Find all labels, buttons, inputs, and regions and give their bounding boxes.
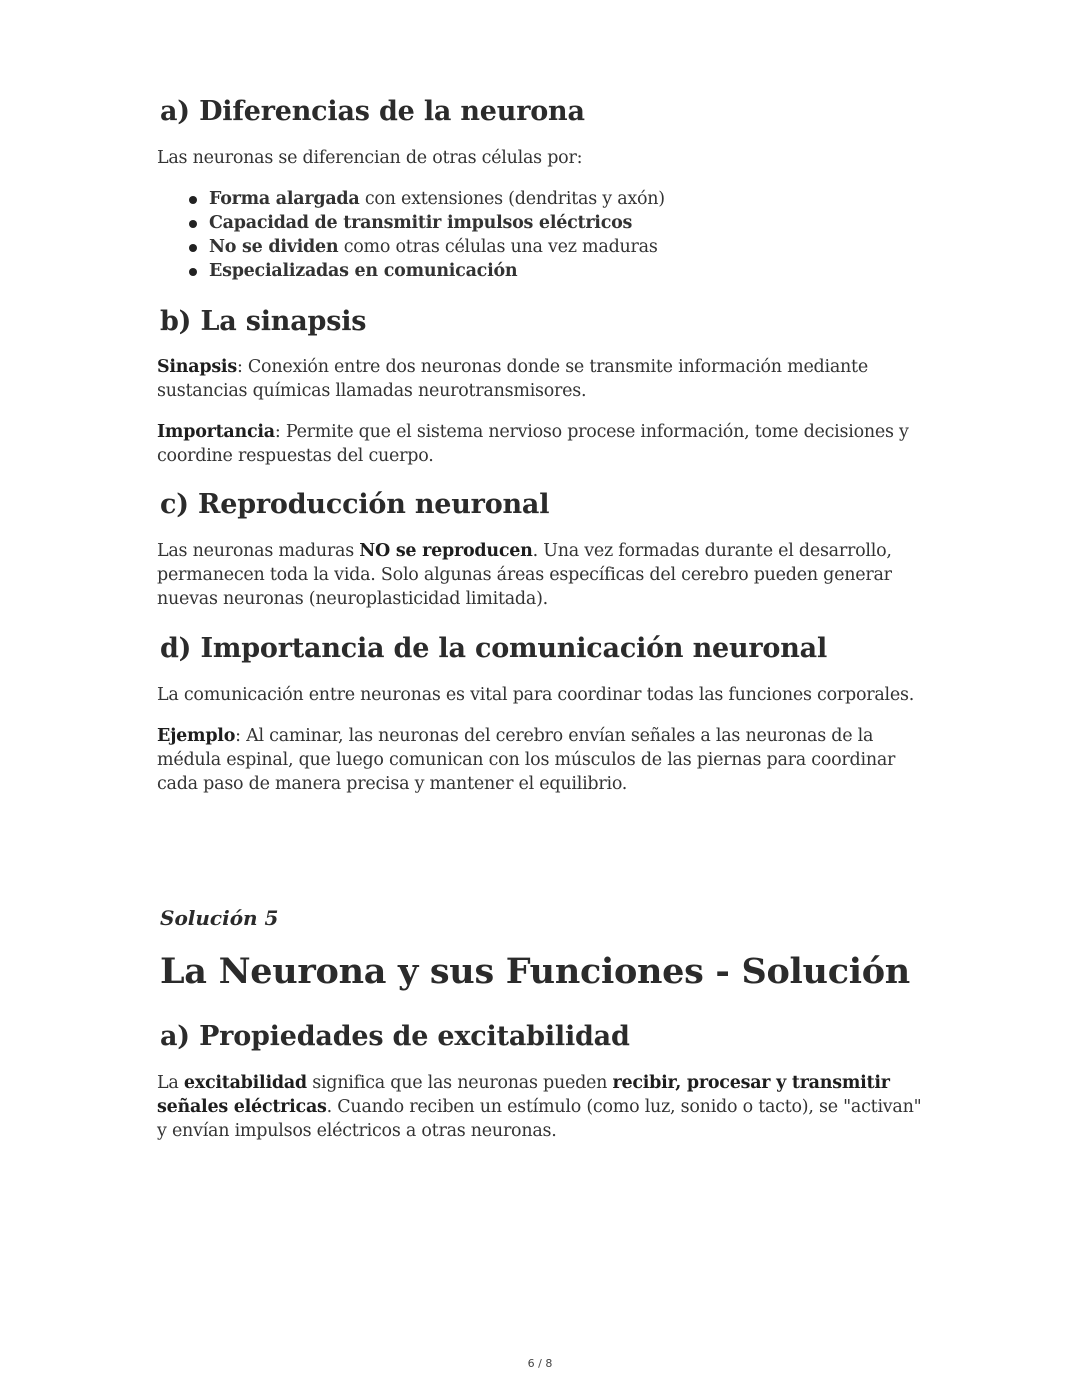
paragraph-excitabilidad: La excitabilidad significa que las neuronas pueden recibir, procesar y transmitir señales eléctricas. Cuando reciben un estímulo (como luz, sonido o tacto), se "activan" y envían impulsos eléctricos a otras neuronas.	[157, 1073, 922, 1141]
heading-reproduccion: c) Reproducción neuronal	[160, 489, 550, 520]
paragraph-diferencias-intro: Las neuronas se diferencian de otras células por:	[157, 148, 583, 168]
paragraph-sinapsis: Sinapsis: Conexión entre dos neuronas donde se transmite información mediante sustancias químicas llamadas neurotransmisores.	[157, 357, 868, 401]
solution-label: Solución 5	[160, 906, 279, 930]
list-item: Forma alargada con extensiones (dendritas y axón)	[185, 187, 925, 211]
list-item: Capacidad de transmitir impulsos eléctricos	[185, 211, 925, 235]
page-indicator: 6 / 8	[527, 1357, 553, 1370]
list-item: No se dividen como otras células una vez maduras	[185, 235, 925, 259]
list-diferencias	[185, 187, 925, 283]
paragraph-importancia: Importancia: Permite que el sistema nervioso procese información, tome decisiones y coordine respuestas del cuerpo.	[157, 422, 909, 466]
heading-excitabilidad: a) Propiedades de excitabilidad	[160, 1021, 630, 1052]
paragraph-comunicacion: La comunicación entre neuronas es vital para coordinar todas las funciones corporales.	[157, 685, 915, 705]
page-title: La Neurona y sus Funciones - Solución	[160, 951, 910, 992]
paragraph-reproduccion: Las neuronas maduras NO se reproducen. Una vez formadas durante el desarrollo, permanecen toda la vida. Solo algunas áreas específicas del cerebro pueden generar nuevas neuronas (neuroplasticidad limitada).	[157, 541, 892, 609]
list-item: Especializadas en comunicación	[185, 259, 925, 283]
heading-sinapsis: b) La sinapsis	[160, 306, 367, 337]
heading-comunicacion: d) Importancia de la comunicación neuronal	[160, 633, 828, 664]
heading-diferencias: a) Diferencias de la neurona	[160, 96, 585, 127]
paragraph-ejemplo: Ejemplo: Al caminar, las neuronas del cerebro envían señales a las neuronas de la médula espinal, que luego comunican con los músculos de las piernas para coordinar cada paso de manera precisa y mantener el equilibrio.	[157, 726, 896, 794]
